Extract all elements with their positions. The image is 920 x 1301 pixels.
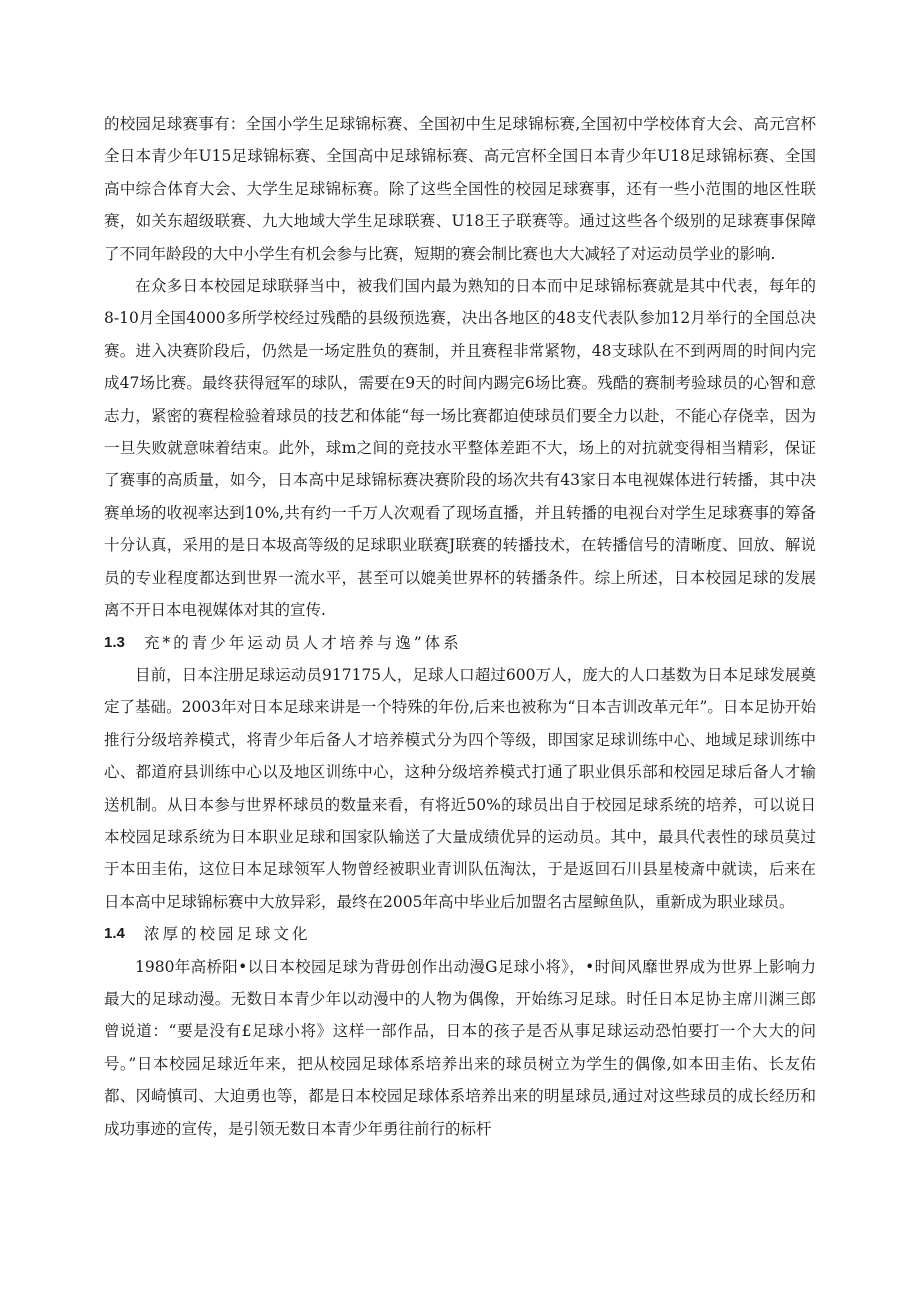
section-heading-1-3 (104, 627, 816, 659)
paragraph-football-culture: 1980年高桥阳•以日本校园足球为背毋创作出动漫G足球小将》，•时间风靡世界成为世界上影响力最大的足球动漫。无数日本青少年以动漫中的人物为偶像，开始练习足球。时任日本足协主席川渊三郎曾说道：“要是没有£足球小将》这样一部作品，日本的孩子是否从事足球运动恐怕要打一个大大的问号。”日本校园足球近年来，把从校园足球体系培养出来的球员树立为学生的偶像,如本田圭佑、长友佑都、冈崎慎司、大迫勇也等，都是日本校园足球体系培养出来的明星球员,通过对这些球员的成长经历和成功事迹的宣传，是引领无数日本青少年勇往前行的标杆 (104, 957, 816, 1138)
document-body (104, 108, 816, 1145)
section-title: 充*的青少年运动员人才培养与逸”体系 (144, 633, 462, 652)
paragraph-high-school-championship: 在众多日本校园足球联驿当中，被我们国内最为熟知的日本而中足球锦标赛就是其中代表，每年的8-10月全国4000多所学校经过残酷的县级预选赛，决出各地区的48支代表队参加12月举行的全国总决赛。进入决赛阶段后，仍然是一场定胜负的赛制，并且赛程非常紧物，48支球队在不到两周的时间内完成47场比赛。最终获得冠军的球队，需要在9天的时间内踢完6场比赛。残酷的赛制考验球员的心智和意志力，紧密的赛程检验着球员的技艺和体能“每一场比赛都迫使球员们要全力以赴，不能心存侥幸，因为一旦失败就意味着结束。此外，球m之间的竞技水平整体差距不大，场上的对抗就变得相当精彩，保证了赛事的高质量，如今，日本高中足球锦标赛决赛阶段的场次共有43家日本电视媒体进行转播，其中决赛单场的收视率达到10%,共有约一千万人次观看了现场直播，并且转播的电视台对学生足球赛事的筹备十分认真，采用的是日本圾高等级的足球职业联赛J联赛的转播技术，在转播信号的清晰度、回放、解说员的专业程度都达到世界一流水平，甚至可以媲美世界杯的转播条件。综上所述，日本校园足球的发展离不开日本电视媒体对其的宣传. (104, 277, 816, 620)
section-number: 1.3 (104, 633, 125, 651)
section-heading-1-4 (104, 918, 816, 950)
paragraph-talent-system: 目前，日本注册足球运动员917175人，足球人口超过600万人，庞大的人口基数为日本足球发展奠定了基础。2003年对日本足球来讲是一个特殊的年份,后来也被称为“日本吉训改革元年”。日本足协开始推行分级培养模式，将青少年后备人才培养模式分为四个等级，即国家足球训练中心、地域足球训练中心、都道府县训练中心以及地区训练中心，这种分级培养模式打通了职业俱乐部和校园足球后备人才输送机制。从日本参与世界杯球员的数量来看，有将近50%的球员出自于校园足球系统的培养，可以说日本校园足球系统为日本职业足球和国家队输送了大量成绩优异的运动员。其中，最具代表性的球员莫过于本田圭佑，这位日本足球领军人物曾经被职业青训队伍淘汰，于是返回石川县星棱斎中就读，后来在日本高中足球锦标赛中大放异彩，最终在2005年高中毕业后加盟名古屋鲸鱼队，重新成为职业球员。 (104, 665, 816, 911)
section-title: 浓厚的校园足球文化 (144, 925, 311, 944)
paragraph-school-tournaments: 的校园足球赛事有：全国小学生足球锦标赛、全国初中生足球锦标赛,全国初中学校体育大会、高元宫杯全日本青少年U15足球锦标赛、全国高中足球锦标赛、高元宫杯全国日本青少年U18足球锦标赛、全国高中综合体育大会、大学生足球锦标赛。除了这些全国性的校园足球赛事，还有一些小范围的地区性联赛，如关东超级联赛、九大地域大学生足球联赛、U18王子联赛等。通过这些各个级别的足球赛事保障了不同年龄段的大中小学生有机会参与比赛，短期的赛会制比赛也大大减轻了对运动员学业的影响. (104, 115, 816, 263)
section-number: 1.4 (104, 925, 125, 943)
